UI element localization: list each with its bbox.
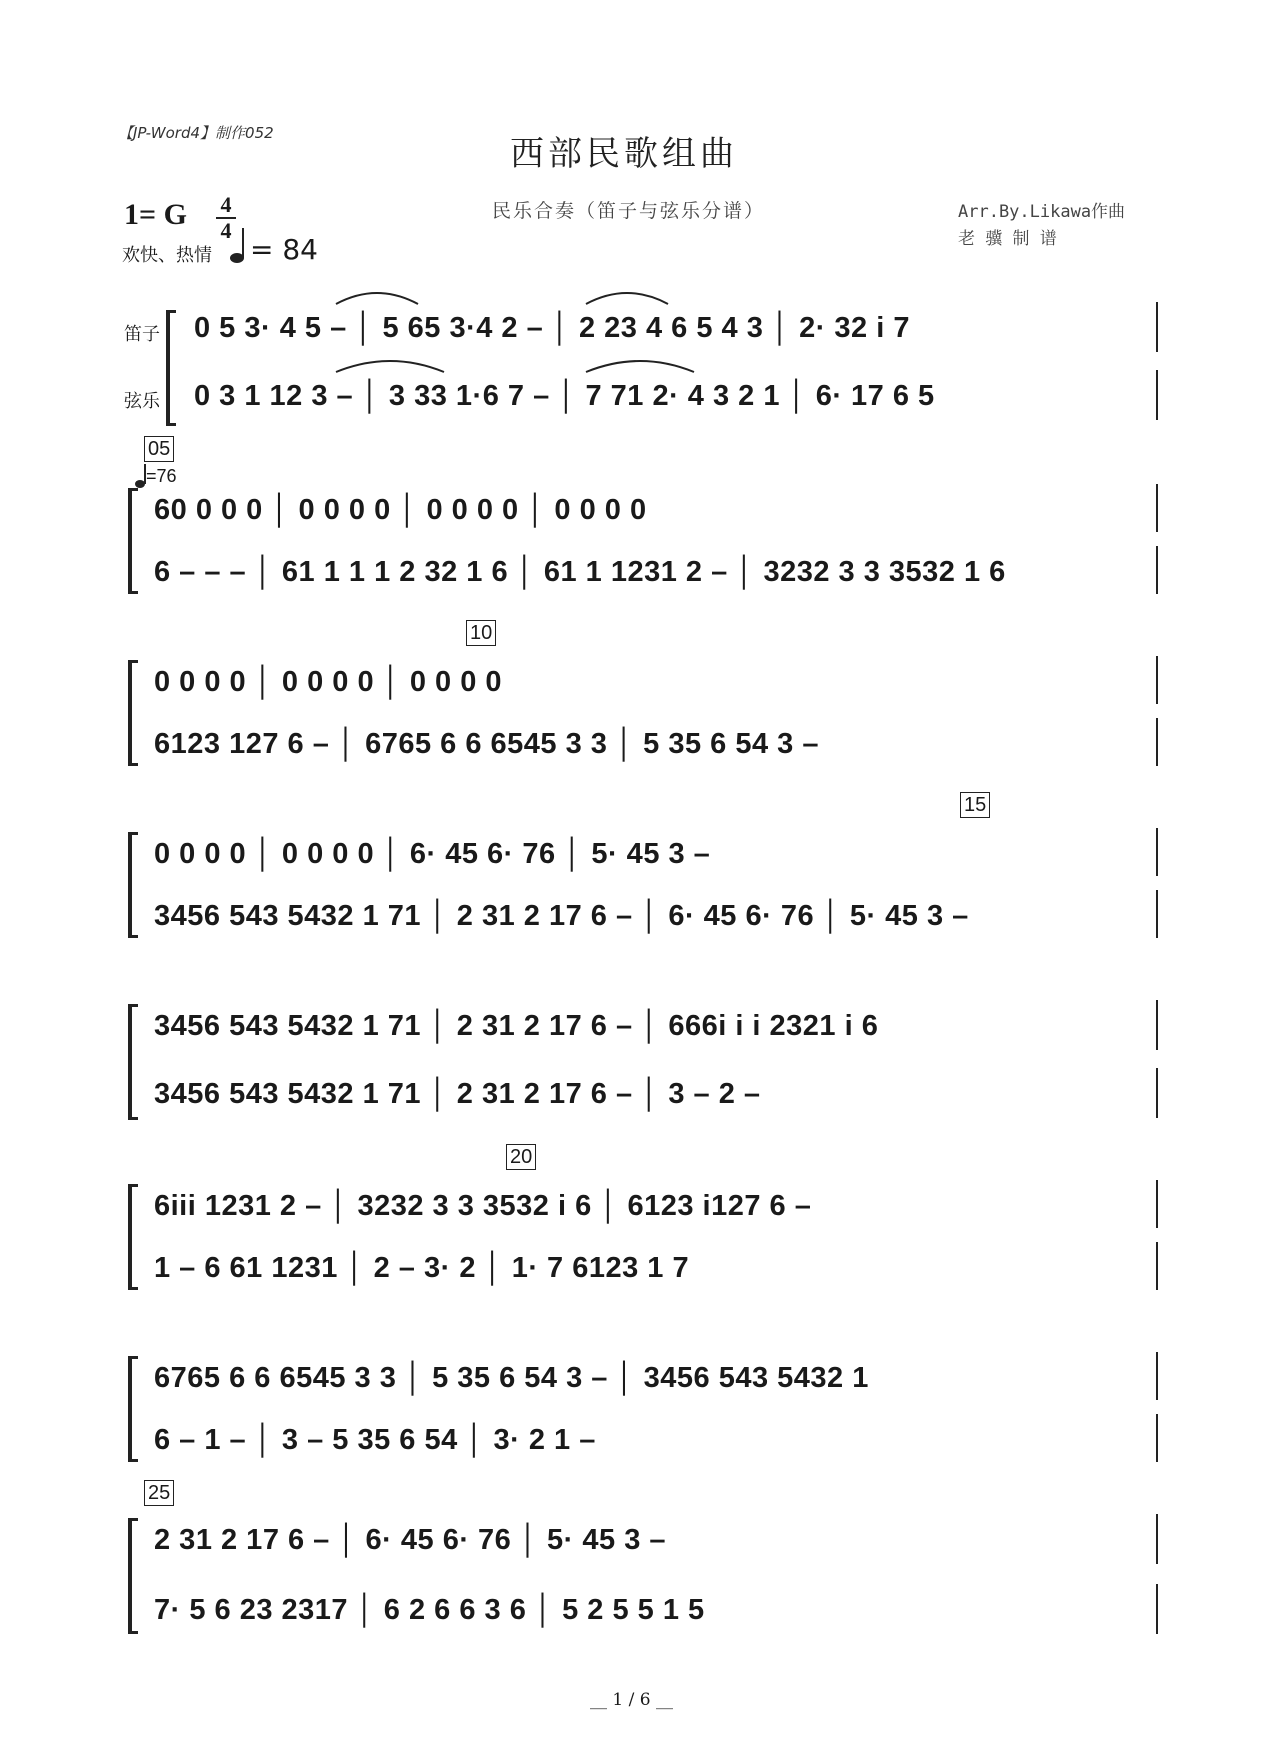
staff-strings: 0 3 1 12 3 – │ 3 33 1·6 7 – │ 7 71 2· 4 3 2 1 │ 6· 17 6 5 bbox=[194, 380, 935, 412]
barline bbox=[1156, 656, 1158, 704]
time-bottom: 4 bbox=[220, 218, 232, 243]
barline bbox=[1156, 302, 1158, 352]
header-mark: 【JP-Word4】制作052 bbox=[118, 124, 274, 142]
barline bbox=[1156, 1068, 1158, 1118]
staff-strings: 6 – 1 – │ 3 – 5 35 6 54 │ 3· 2 1 – bbox=[154, 1424, 596, 1456]
score-title: 西部民歌组曲 bbox=[510, 134, 738, 174]
rehearsal-mark: 15 bbox=[960, 792, 990, 818]
system-brace bbox=[128, 832, 138, 938]
barline bbox=[1156, 1000, 1158, 1050]
barline bbox=[1156, 828, 1158, 876]
barline bbox=[1156, 484, 1158, 532]
barline bbox=[1156, 1352, 1158, 1400]
system-brace bbox=[128, 488, 138, 594]
staff-strings: 1 – 6 61 1231 │ 2 – 3· 2 │ 1· 7 6123 1 7 bbox=[154, 1252, 690, 1284]
staff-strings: 6 – – – │ 61 1 1 1 2 32 1 6 │ 61 1 1231 2 – │ 3232 3 3 3532 1 6 bbox=[154, 556, 1006, 588]
barline bbox=[1156, 1584, 1158, 1634]
tempo-change: =76 bbox=[146, 466, 177, 486]
strings-label: 弦乐 bbox=[124, 391, 160, 412]
staff-flute: 0 0 0 0 │ 0 0 0 0 │ 6· 45 6· 76 │ 5· 45 3 – bbox=[154, 838, 711, 870]
rehearsal-mark: 20 bbox=[506, 1144, 536, 1170]
slur bbox=[582, 352, 698, 374]
system-brace bbox=[166, 310, 176, 426]
time-top: 4 bbox=[220, 192, 232, 217]
tempo-marking: = 84 bbox=[250, 233, 318, 266]
quarter-note-icon bbox=[228, 226, 248, 270]
key-signature: 1= G bbox=[124, 198, 187, 231]
staff-flute: 0 5 3· 4 5 – │ 5 65 3·4 2 – │ 2 23 4 6 5 4 3 │ 2· 32 i 7 bbox=[194, 312, 910, 344]
arranger-credit: Arr.By.Likawa作曲 bbox=[958, 202, 1126, 222]
rehearsal-mark: 05 bbox=[144, 436, 174, 462]
flute-label: 笛子 bbox=[124, 324, 160, 345]
barline bbox=[1156, 370, 1158, 420]
barline bbox=[1156, 1242, 1158, 1290]
staff-flute: 0 0 0 0 │ 0 0 0 0 │ 0 0 0 0 bbox=[154, 666, 503, 698]
slur bbox=[582, 284, 672, 306]
staff-strings: 3456 543 5432 1 71 │ 2 31 2 17 6 – │ 6· 45 6· 76 │ 5· 45 3 – bbox=[154, 900, 969, 932]
rehearsal-mark: 10 bbox=[466, 620, 496, 646]
slur bbox=[332, 284, 422, 306]
engraver-credit: 老 骥 制 谱 bbox=[958, 229, 1057, 249]
staff-flute: 2 31 2 17 6 – │ 6· 45 6· 76 │ 5· 45 3 – bbox=[154, 1524, 667, 1556]
staff-flute: 60 0 0 0 │ 0 0 0 0 │ 0 0 0 0 │ 0 0 0 0 bbox=[154, 494, 647, 526]
barline bbox=[1156, 1180, 1158, 1228]
staff-flute: 6765 6 6 6545 3 3 │ 5 35 6 54 3 – │ 3456 543 5432 1 bbox=[154, 1362, 869, 1394]
system-brace bbox=[128, 1004, 138, 1120]
staff-strings: 6123 127 6 – │ 6765 6 6 6545 3 3 │ 5 35 6 54 3 – bbox=[154, 728, 819, 760]
system-brace bbox=[128, 660, 138, 766]
barline bbox=[1156, 718, 1158, 766]
barline bbox=[1156, 1514, 1158, 1564]
system-brace bbox=[128, 1518, 138, 1634]
barline bbox=[1156, 546, 1158, 594]
expression-marking: 欢快、热情 bbox=[122, 245, 212, 266]
slur bbox=[332, 352, 448, 374]
barline bbox=[1156, 1414, 1158, 1462]
system-brace bbox=[128, 1184, 138, 1290]
staff-flute: 6iii 1231 2 – │ 3232 3 3 3532 i 6 │ 6123 i127 6 – bbox=[154, 1190, 812, 1222]
system-brace bbox=[128, 1356, 138, 1462]
score-subtitle: 民乐合奏（笛子与弦乐分谱） bbox=[492, 200, 766, 222]
page-number: __ 1 / 6 __ bbox=[590, 1690, 673, 1710]
barline bbox=[1156, 890, 1158, 938]
staff-strings: 3456 543 5432 1 71 │ 2 31 2 17 6 – │ 3 – 2 – bbox=[154, 1078, 761, 1110]
rehearsal-mark: 25 bbox=[144, 1480, 174, 1506]
staff-flute: 3456 543 5432 1 71 │ 2 31 2 17 6 – │ 666i i i 2321 i 6 bbox=[154, 1010, 879, 1042]
staff-strings: 7· 5 6 23 2317 │ 6 2 6 6 3 6 │ 5 2 5 5 1 5 bbox=[154, 1594, 705, 1626]
